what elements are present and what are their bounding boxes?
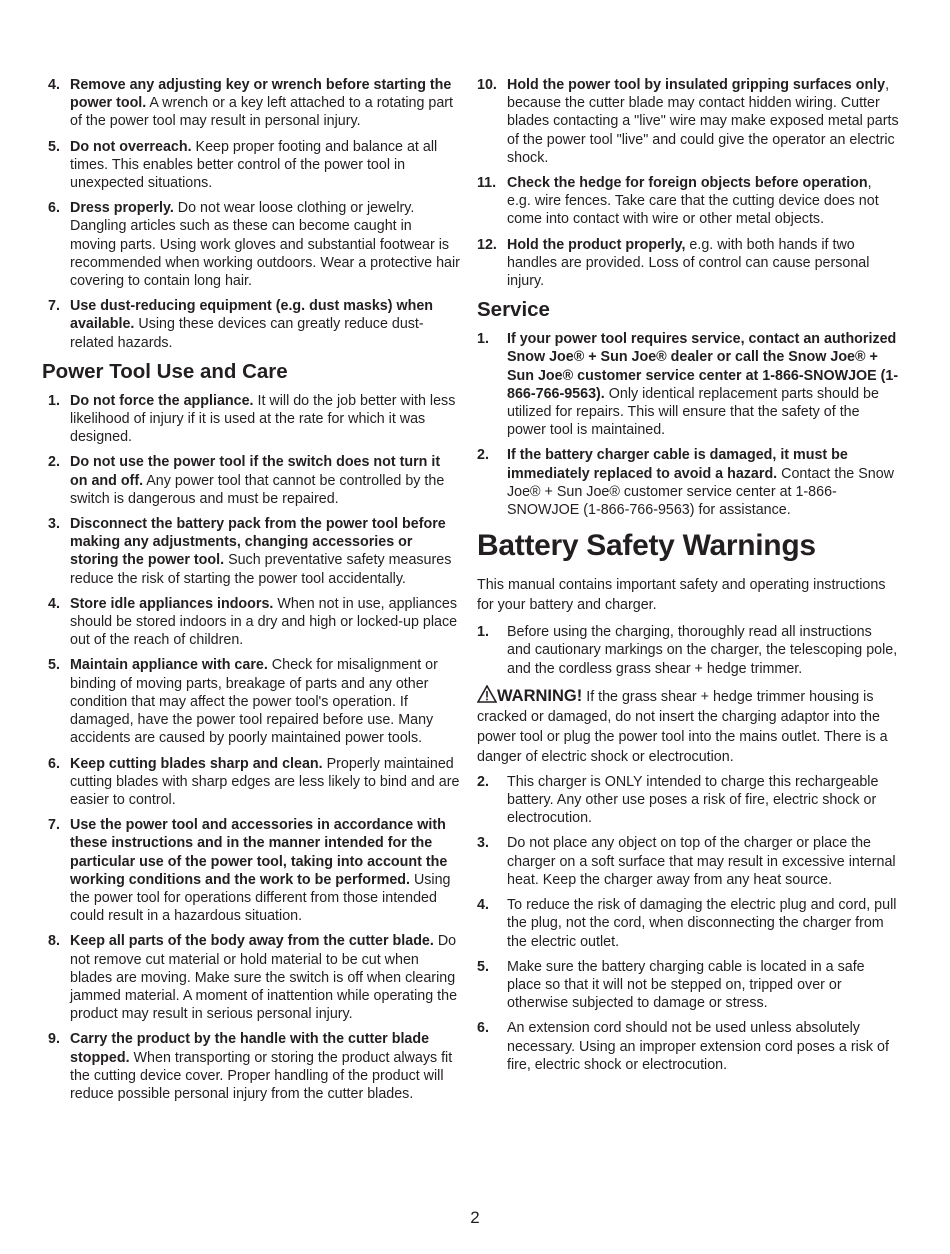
item-lead: If the battery charger cable is damaged, it must be immediately replaced to avoid a hazard. xyxy=(507,447,848,482)
item-text: Keep proper footing and balance at all times. This enables better control of the power tool in unexpected situations. xyxy=(70,138,438,192)
battery-list xyxy=(477,773,899,1074)
item-text: , e.g. wire fences. Take care that the cutting device does not come into contact with wire or other metal objects. xyxy=(507,175,879,228)
list-item xyxy=(477,446,899,519)
item-lead: Keep all parts of the body away from the cutter blade. xyxy=(70,933,434,950)
list-item xyxy=(48,392,460,447)
list-item xyxy=(48,1030,460,1103)
item-number: 5. xyxy=(477,958,489,975)
item-number: 1. xyxy=(477,331,489,348)
item-number: 5. xyxy=(48,657,60,674)
battery-list-first xyxy=(477,623,899,678)
item-number: 8. xyxy=(48,933,60,950)
item-number: 9. xyxy=(48,1031,60,1048)
item-number: 6. xyxy=(48,755,60,772)
item-number: 12. xyxy=(477,236,497,253)
list-item xyxy=(477,330,899,439)
item-text: Using these devices can greatly reduce dust-related hazards. xyxy=(70,316,424,351)
item-number: 5. xyxy=(48,138,60,155)
general-safety-list xyxy=(48,76,460,352)
warning-block xyxy=(477,685,899,767)
list-item xyxy=(48,76,460,131)
list-item xyxy=(477,1019,899,1074)
item-lead: If your power tool requires service, contact an authorized Snow Joe® + Sun Joe® dealer or call the Snow Joe® + Sun Joe® customer service center at 1-866-SNOWJOE (1-866-766-9563). xyxy=(507,331,899,402)
item-lead: Keep cutting blades sharp and clean. xyxy=(70,755,323,772)
battery-intro: This manual contains important safety and operating instructions for your battery and charger. xyxy=(477,577,886,614)
warning-text: If the grass shear + hedge trimmer housing is cracked or damaged, do not insert the charging adaptor into the power tool or plug the power tool into the mains outlet. There is a danger of electric shock or electrocution. xyxy=(477,688,888,765)
list-item xyxy=(48,816,460,925)
item-text: Contact the Snow Joe® + Sun Joe® customer service center at 1-866-SNOWJOE (1-866-766-9563) for assistance. xyxy=(507,465,894,519)
list-item xyxy=(477,958,899,1013)
item-number: 3. xyxy=(48,516,60,533)
service-list xyxy=(477,330,899,519)
item-text: Any power tool that cannot be controlled by the switch is dangerous and must be repaired. xyxy=(70,472,445,507)
list-item xyxy=(48,453,460,508)
list-item xyxy=(477,834,899,889)
item-text: When not in use, appliances should be stored indoors in a dry and high or locked-up place out of the reach of children. xyxy=(70,595,458,649)
item-number: 4. xyxy=(477,897,489,914)
item-lead: Use dust-reducing equipment (e.g. dust masks) when available. xyxy=(70,298,434,333)
item-text: To reduce the risk of damaging the electric plug and cord, pull the plug, not the cord, when disconnecting the charger from the electric outlet. xyxy=(507,897,897,950)
item-text: A wrench or a key left attached to a rotating part of the power tool may result in personal injury. xyxy=(70,95,454,130)
item-lead: Do not overreach. xyxy=(70,138,192,155)
item-number: 2. xyxy=(477,447,489,464)
item-text: An extension cord should not be used unless absolutely necessary. Using an improper extension cord poses a risk of fire, electric shock or electrocution. xyxy=(507,1020,889,1073)
item-number: 7. xyxy=(48,298,60,315)
list-item xyxy=(477,76,899,167)
list-item xyxy=(48,595,460,650)
item-text: Before using the charging, thoroughly read all instructions and cautionary markings on the charger, the telescoping pole, and the cordless grass shear + hedge trimmer. xyxy=(507,624,898,677)
item-number: 4. xyxy=(48,77,60,93)
power-tool-heading: Power Tool Use and Care xyxy=(42,359,288,383)
list-item xyxy=(48,138,460,193)
item-lead: Check the hedge for foreign objects before operation xyxy=(507,175,868,192)
item-lead: Do not use the power tool if the switch does not turn it on and off. xyxy=(70,454,441,489)
item-text: Such preventative safety measures reduce the risk of starting the power tool accidentally. xyxy=(70,552,452,587)
item-number: 11. xyxy=(477,175,497,192)
item-number: 1. xyxy=(48,392,60,409)
item-text: This charger is ONLY intended to charge this rechargeable battery. Any other use poses a risk of fire, electric shock or electrocution. xyxy=(507,773,879,827)
left-column xyxy=(42,76,460,1110)
item-number: 10. xyxy=(477,77,497,93)
item-lead: Disconnect the battery pack from the power tool before making any adjustments, changing accessories or storing the power tool. xyxy=(70,516,446,569)
item-number: 3. xyxy=(477,835,489,852)
list-item xyxy=(48,932,460,1023)
item-text: When transporting or storing the product always fit the cutting device cover. Proper handling of the product will reduce possible personal injury from the cutter blades. xyxy=(70,1049,453,1102)
right-column xyxy=(477,76,899,1081)
list-item xyxy=(48,656,460,747)
battery-safety-title: Battery Safety Warnings xyxy=(477,529,816,563)
list-item xyxy=(48,199,460,290)
item-number: 2. xyxy=(48,454,60,471)
item-text: It will do the job better with less likelihood of injury if it is used at the rate for which it was designed. xyxy=(70,392,456,446)
list-item xyxy=(477,773,899,828)
item-lead: Store idle appliances indoors. xyxy=(70,595,274,612)
item-lead: Carry the product by the handle with the cutter blade stopped. xyxy=(70,1031,430,1066)
item-number: 1. xyxy=(477,624,489,641)
item-text: Check for misalignment or binding of moving parts, breakage of parts and any other condition that may affect the power tool's operation. If damaged, have the power tool repaired before use. Many accidents are caused by poorly maintained power tools. xyxy=(70,657,438,747)
item-number: 6. xyxy=(48,200,60,217)
item-lead: Hold the power tool by insulated gripping surfaces only xyxy=(507,77,886,93)
item-text: Only identical replacement parts should be utilized for repairs. This will ensure that the safety of the power tool is maintained. xyxy=(507,385,879,439)
item-lead: Use the power tool and accessories in accordance with these instructions and in the manner intended for the particular use of the power tool, taking into account the working conditions and the work to be performed. xyxy=(70,817,448,888)
service-heading: Service xyxy=(477,298,550,322)
item-number: 2. xyxy=(477,773,489,790)
list-item xyxy=(48,515,460,588)
item-text: Make sure the battery charging cable is located in a safe place so that it will not be stepped on, tripped over or otherwise subjected to damage or stress. xyxy=(507,958,865,1012)
item-text: Do not place any object on top of the charger or place the charger on a soft surface that may result in excessive internal heat. Keep the charger away from any heat source. xyxy=(507,835,896,888)
item-text: Do not remove cut material or hold material to be cut when blades are moving. Make sure the switch is off when clearing jammed material. A moment of inattention while operating the product may result in serious personal injury. xyxy=(70,933,458,1023)
item-lead: Do not force the appliance. xyxy=(70,392,254,409)
list-item xyxy=(477,623,899,678)
warning-label: WARNING! xyxy=(497,686,583,705)
item-text: , because the cutter blade may contact hidden wiring. Cutter blades contacting a "live" wire may make exposed metal parts of the power tool "live" and could give the operator an electric shock. xyxy=(507,77,899,166)
item-lead: Remove any adjusting key or wrench before starting the power tool. xyxy=(70,77,452,112)
item-text: Properly maintained cutting blades with sharp edges are less likely to bind and are easier to control. xyxy=(70,755,460,808)
list-item xyxy=(48,297,460,352)
warning-triangle-icon xyxy=(477,685,497,703)
item-lead: Dress properly. xyxy=(70,200,174,217)
item-number: 4. xyxy=(48,595,60,612)
continued-safety-list xyxy=(477,76,899,290)
list-item xyxy=(477,896,899,951)
page-number: 2 xyxy=(470,1208,480,1227)
item-number: 6. xyxy=(477,1020,489,1037)
item-lead: Hold the product properly, xyxy=(507,236,686,253)
item-lead: Maintain appliance with care. xyxy=(70,657,268,674)
list-item xyxy=(477,236,899,291)
item-text: Using the power tool for operations different from those intended could result in a hazardous situation. xyxy=(70,871,451,925)
list-item xyxy=(48,755,460,810)
item-text: Do not wear loose clothing or jewelry. Dangling articles such as these can become caught in moving parts. Using work gloves and substantial footwear is recommended when working outdoors. Wear a protective hair covering to contain long hair. xyxy=(70,200,460,290)
list-item xyxy=(477,174,899,229)
power-tool-list xyxy=(48,392,460,1103)
item-text: e.g. with both hands if two handles are provided. Loss of control can cause personal injury. xyxy=(507,236,870,290)
item-number: 7. xyxy=(48,817,60,834)
